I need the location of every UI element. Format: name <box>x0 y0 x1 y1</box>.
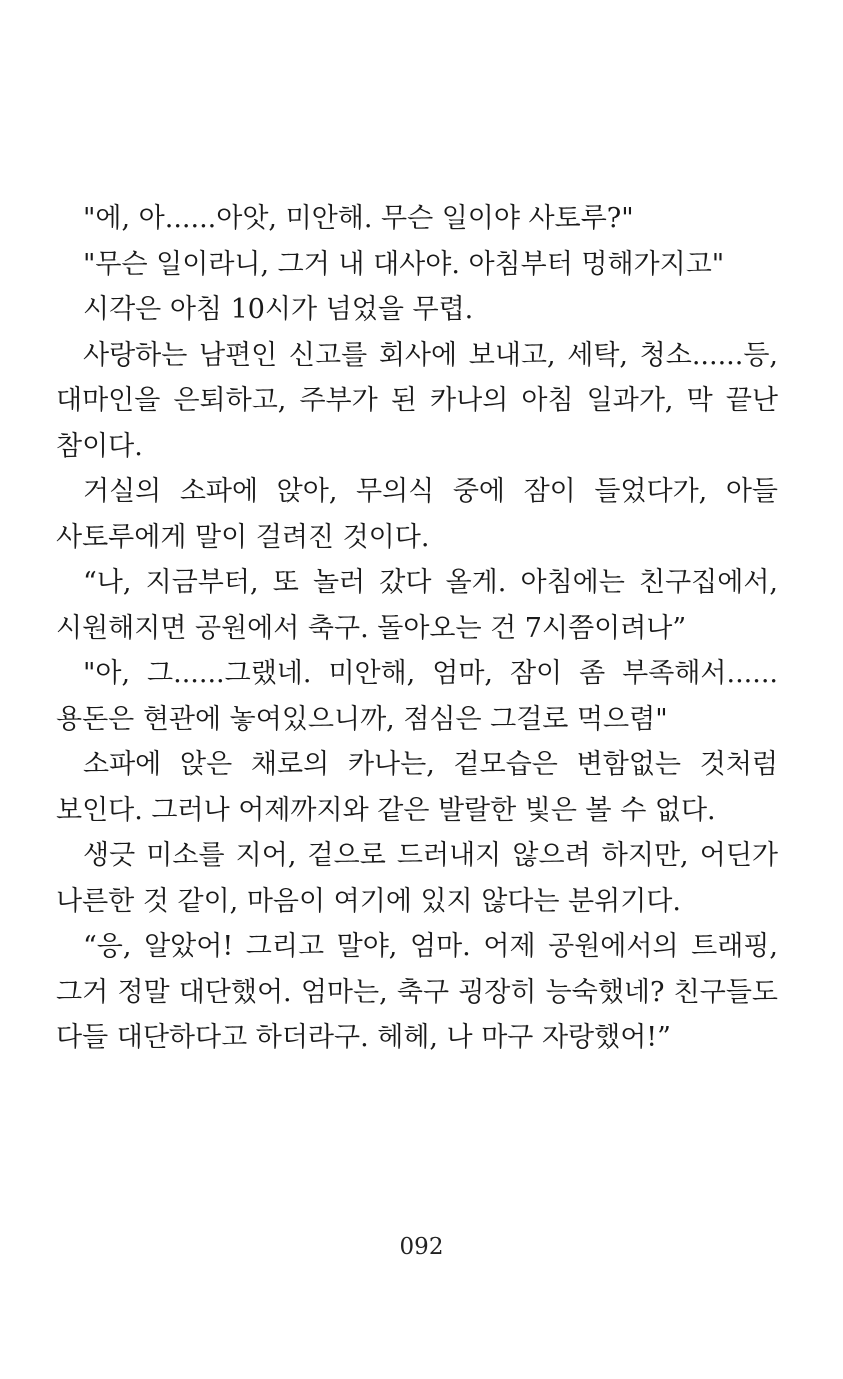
paragraph-9: 생긋 미소를 지어, 겉으로 드러내지 않으려 하지만, 어딘가 나른한 것 같이, 마음이 여기에 있지 않다는 분위기다. <box>56 840 778 917</box>
paragraph-2: "무슨 일이라니, 그거 내 대사야. 아침부터 멍해가지고" <box>83 248 725 280</box>
body-text <box>56 196 778 1061</box>
paragraph-10: “응, 알았어! 그리고 말야, 엄마. 어제 공원에서의 트래핑, 그거 정말 대단했어. 엄마는, 축구 굉장히 능숙했네? 친구들도 다들 대단하다고 하더라구. 헤헤, 나 마구 자랑했어!” <box>56 931 778 1053</box>
paragraph-5: 거실의 소파에 앉아, 무의식 중에 잠이 들었다가, 아들 사토루에게 말이 걸려진 것이다. <box>56 476 778 553</box>
page-number: 092 <box>399 1234 444 1260</box>
paragraph-4: 사랑하는 남편인 신고를 회사에 보내고, 세탁, 청소......등, 대마인을 은퇴하고, 주부가 된 카나의 아침 일과가, 막 끝난 참이다. <box>56 339 778 462</box>
paragraph-7: "아, 그......그랬네. 미안해, 엄마, 잠이 좀 부족해서...... 용돈은 현관에 놓여있으니까, 점심은 그걸로 먹으렴" <box>56 658 778 735</box>
paragraph-6: “나, 지금부터, 또 놀러 갔다 올게. 아침에는 친구집에서, 시원해지면 공원에서 축구. 돌아오는 건 7시쯤이려나” <box>56 567 778 644</box>
paragraph-1: "에, 아......아앗, 미안해. 무슨 일이야 사토루?" <box>83 203 634 234</box>
paragraph-3: 시각은 아침 10시가 넘었을 무렵. <box>83 294 474 325</box>
paragraph-8: 소파에 앉은 채로의 카나는, 겉모습은 변함없는 것처럼 보인다. 그러나 어제까지와 같은 발랄한 빛은 볼 수 없다. <box>56 749 778 826</box>
